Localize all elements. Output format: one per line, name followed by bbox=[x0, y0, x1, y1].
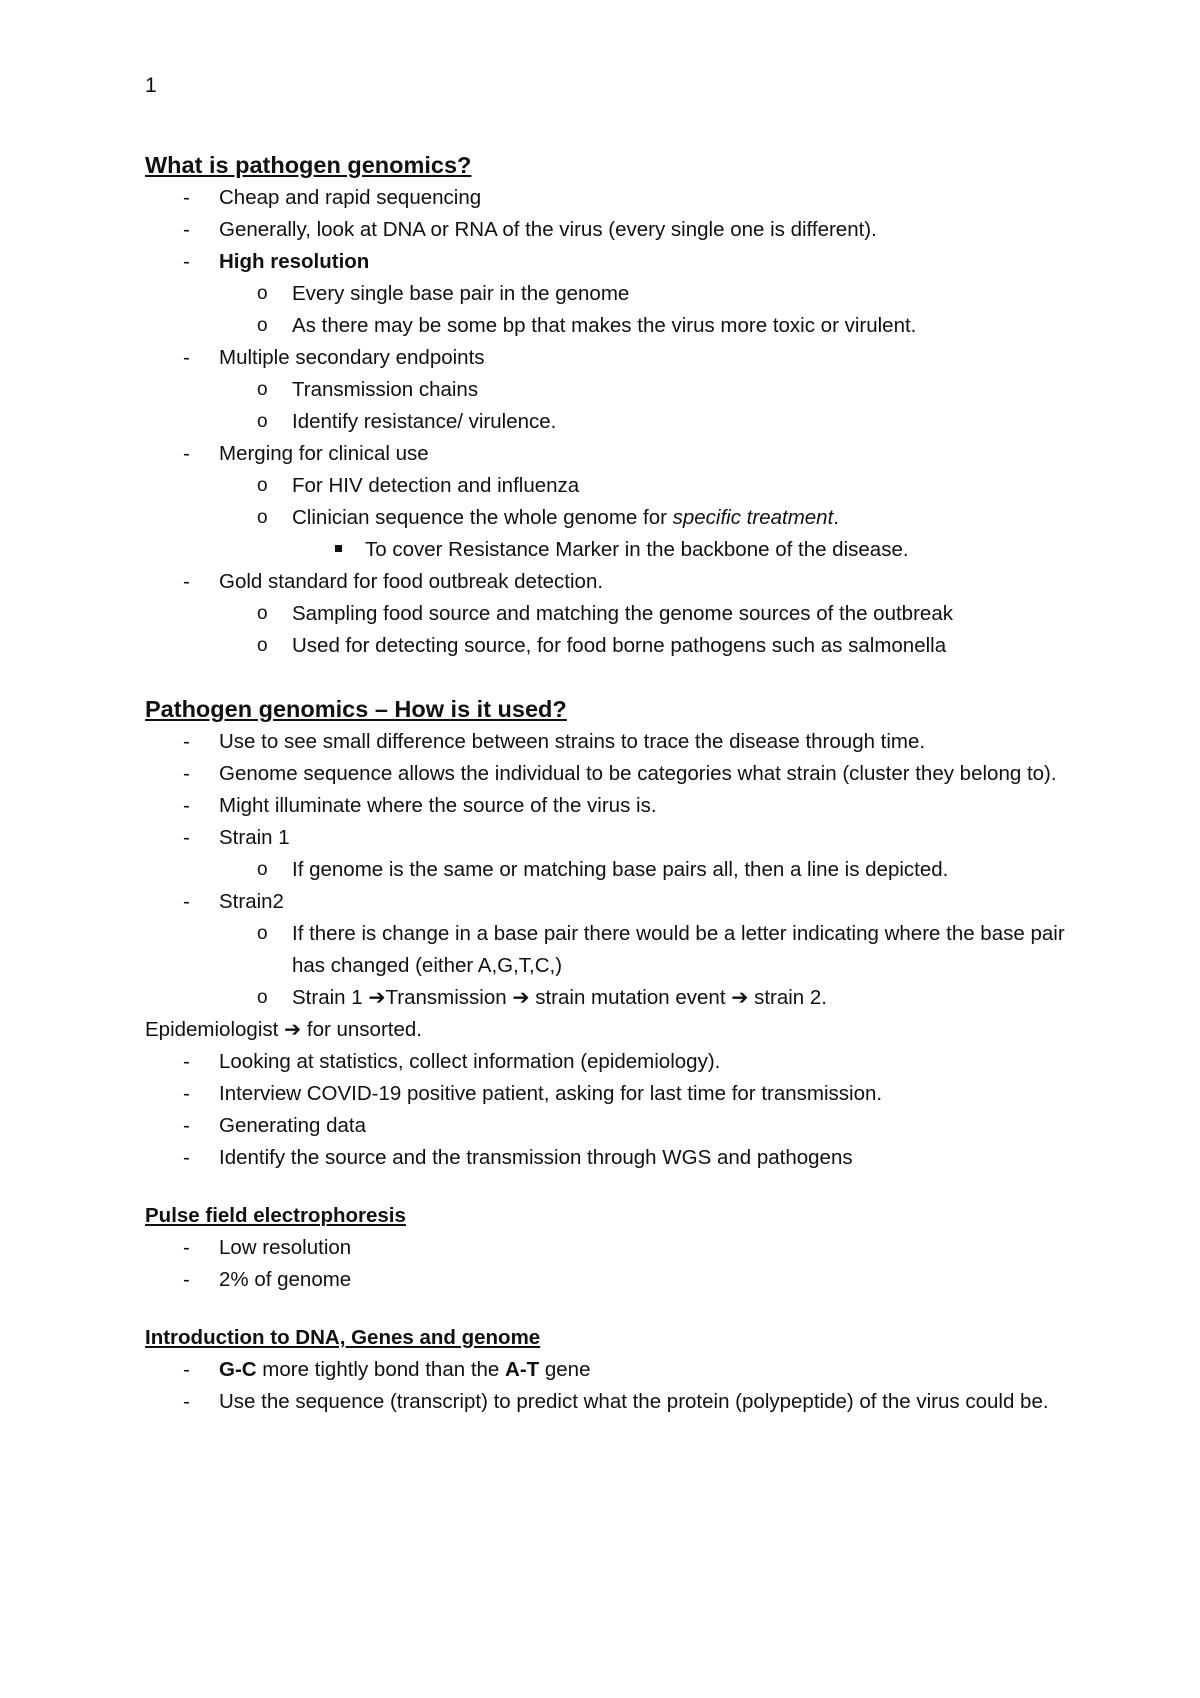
list-item: - Low resolution bbox=[145, 1232, 1065, 1264]
list-item: - High resolution bbox=[145, 246, 1065, 278]
dash-marker: - bbox=[183, 1114, 190, 1137]
sub-list-item: o If there is change in a base pair there would be a letter indicating where the base pair has changed (either A,G,T,C,) bbox=[145, 918, 1065, 982]
circle-marker: o bbox=[257, 315, 268, 336]
list-item: - Cheap and rapid sequencing bbox=[145, 182, 1065, 214]
section-heading-intro-dna: Introduction to DNA, Genes and genome bbox=[145, 1326, 541, 1349]
circle-marker: o bbox=[257, 379, 268, 400]
dash-marker: - bbox=[183, 250, 190, 273]
sub-list-item: o Clinician sequence the whole genome for specific treatment. bbox=[145, 502, 1065, 534]
circle-marker: o bbox=[257, 283, 268, 304]
list-item: - Might illuminate where the source of the virus is. bbox=[145, 790, 1065, 822]
list-item: - Interview COVID-19 positive patient, asking for last time for transmission. bbox=[145, 1078, 1065, 1110]
dash-marker: - bbox=[183, 1236, 190, 1259]
sub-list-item: o As there may be some bp that makes the virus more toxic or virulent. bbox=[145, 310, 1065, 342]
list-item: - Merging for clinical use bbox=[145, 438, 1065, 470]
sub-list-item: o Sampling food source and matching the genome sources of the outbreak bbox=[145, 598, 1065, 630]
circle-marker: o bbox=[257, 987, 268, 1008]
square-bullet-icon bbox=[335, 545, 342, 552]
page-number: 1 bbox=[145, 74, 157, 97]
dash-marker: - bbox=[183, 826, 190, 849]
sub-list-item: o Strain 1 ➔Transmission ➔ strain mutation event ➔ strain 2. bbox=[145, 982, 1065, 1014]
bullet-list bbox=[145, 1354, 1065, 1418]
sub-sub-list-item: To cover Resistance Marker in the backbone of the disease. bbox=[145, 534, 1065, 566]
list-item: - 2% of genome bbox=[145, 1264, 1065, 1296]
circle-marker: o bbox=[257, 923, 268, 944]
dash-marker: - bbox=[183, 1082, 190, 1105]
dash-marker: - bbox=[183, 218, 190, 241]
bullet-list bbox=[145, 1232, 1065, 1296]
dash-marker: - bbox=[183, 890, 190, 913]
circle-marker: o bbox=[257, 859, 268, 880]
dash-marker: - bbox=[183, 730, 190, 753]
list-item: - Use the sequence (transcript) to predict what the protein (polypeptide) of the virus could be. bbox=[145, 1386, 1065, 1418]
document-body bbox=[145, 148, 1065, 1418]
list-item: - Generating data bbox=[145, 1110, 1065, 1142]
list-item: - Identify the source and the transmission through WGS and pathogens bbox=[145, 1142, 1065, 1174]
list-item: - Strain2 bbox=[145, 886, 1065, 918]
dash-marker: - bbox=[183, 762, 190, 785]
section-heading-how-is-it-used: Pathogen genomics – How is it used? bbox=[145, 696, 567, 722]
circle-marker: o bbox=[257, 635, 268, 656]
dash-marker: - bbox=[183, 1146, 190, 1169]
sub-list-item: o Used for detecting source, for food borne pathogens such as salmonella bbox=[145, 630, 1065, 662]
list-item: - Gold standard for food outbreak detection. bbox=[145, 566, 1065, 598]
list-item: - Looking at statistics, collect information (epidemiology). bbox=[145, 1046, 1065, 1078]
list-item: - Generally, look at DNA or RNA of the virus (every single one is different). bbox=[145, 214, 1065, 246]
dash-marker: - bbox=[183, 1358, 190, 1381]
dash-marker: - bbox=[183, 186, 190, 209]
sub-list-item: o For HIV detection and influenza bbox=[145, 470, 1065, 502]
bullet-list bbox=[145, 726, 1065, 1014]
bullet-list bbox=[145, 1046, 1065, 1174]
list-item: - Strain 1 bbox=[145, 822, 1065, 854]
circle-marker: o bbox=[257, 475, 268, 496]
dash-marker: - bbox=[183, 570, 190, 593]
dash-marker: - bbox=[183, 1390, 190, 1413]
section-heading-pulse-field: Pulse field electrophoresis bbox=[145, 1204, 406, 1227]
circle-marker: o bbox=[257, 603, 268, 624]
sub-list-item: o Every single base pair in the genome bbox=[145, 278, 1065, 310]
list-item: - G-C more tightly bond than the A-T gene bbox=[145, 1354, 1065, 1386]
dash-marker: - bbox=[183, 1268, 190, 1291]
list-item: - Multiple secondary endpoints bbox=[145, 342, 1065, 374]
bullet-list bbox=[145, 182, 1065, 662]
circle-marker: o bbox=[257, 411, 268, 432]
circle-marker: o bbox=[257, 507, 268, 528]
sub-list-item: o Identify resistance/ virulence. bbox=[145, 406, 1065, 438]
section-heading-pathogen-genomics: What is pathogen genomics? bbox=[145, 152, 472, 178]
list-item: - Genome sequence allows the individual to be categories what strain (cluster they belong to). bbox=[145, 758, 1065, 790]
dash-marker: - bbox=[183, 794, 190, 817]
epidemiologist-line: Epidemiologist ➔ for unsorted. bbox=[145, 1018, 422, 1041]
sub-list-item: o Transmission chains bbox=[145, 374, 1065, 406]
dash-marker: - bbox=[183, 346, 190, 369]
dash-marker: - bbox=[183, 442, 190, 465]
list-item: - Use to see small difference between strains to trace the disease through time. bbox=[145, 726, 1065, 758]
sub-list-item: o If genome is the same or matching base pairs all, then a line is depicted. bbox=[145, 854, 1065, 886]
dash-marker: - bbox=[183, 1050, 190, 1073]
